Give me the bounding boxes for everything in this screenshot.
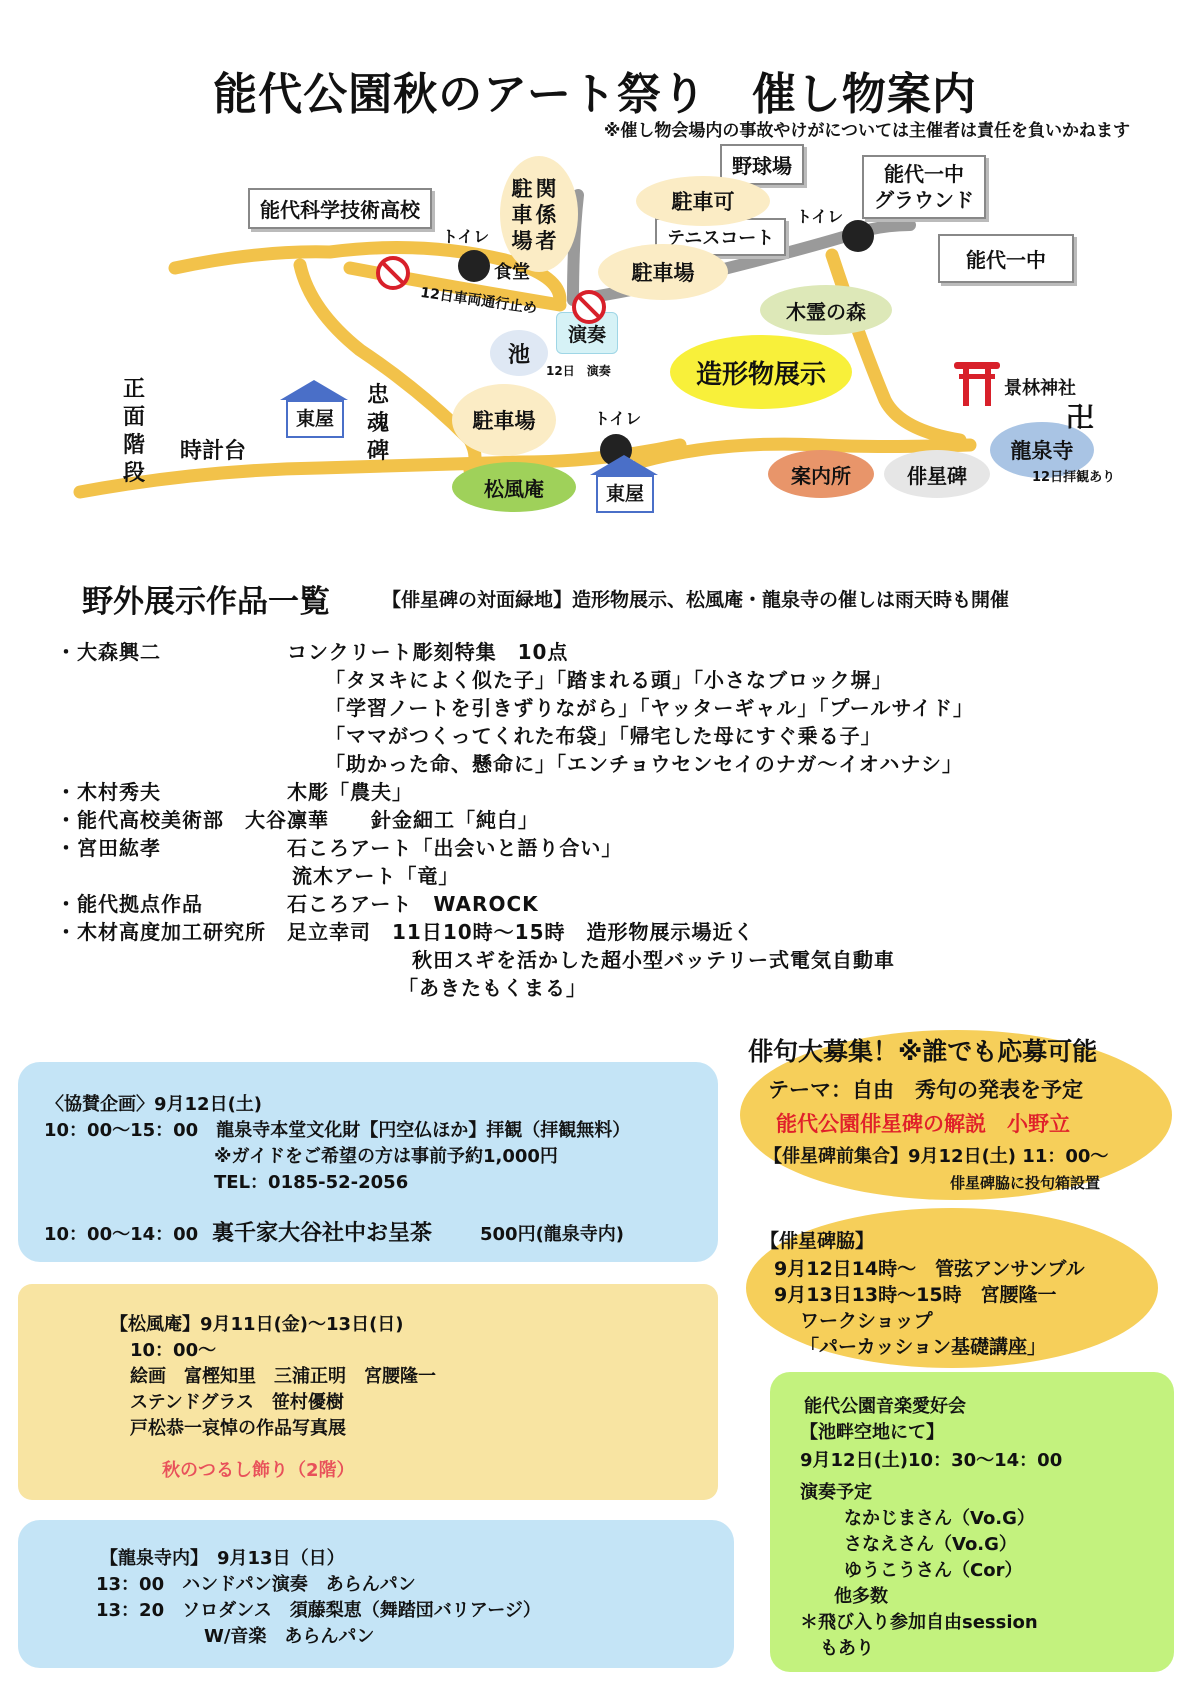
ryusenji-line: 13：00 ハンドパン演奏 あらんパン	[96, 1574, 416, 1595]
haiseihi-side-line: ワークショップ	[800, 1310, 933, 1332]
exhibit-line: ・木村秀夫 木彫「農夫」	[56, 780, 413, 804]
haiku-line: 【俳星碑前集合】9月12日(土) 11：00～	[764, 1146, 1109, 1167]
parking-2: 駐車場	[452, 384, 556, 456]
main-stairs-label: 正面階段	[122, 377, 145, 486]
sponsored-line: 〈協賛企画〉9月12日(土)	[46, 1094, 263, 1115]
ryusenji-line: W/音楽 あらんパン	[204, 1626, 375, 1647]
shofuan: 松風庵	[452, 462, 576, 512]
sponsored-line: ※ガイドをご希望の方は事前予約1,000円	[214, 1146, 558, 1167]
toilet-icon	[458, 250, 490, 282]
outdoor-subheading: 【俳星碑の対面緑地】造形物展示、松風庵・龍泉寺の催しは雨天時も開催	[382, 589, 1010, 611]
exhibit-line: 「学習ノートを引きずりながら」「ヤッターギャル」「プールサイド」	[325, 696, 974, 720]
sculpture-exhibition: 造形物展示	[670, 335, 852, 409]
label-staff-parking: 駐車場	[511, 177, 533, 253]
parking-ok: 駐車可	[636, 176, 770, 226]
clock-tower-label: 時計台	[180, 439, 247, 464]
shofuan-line: 10：00～	[130, 1340, 217, 1361]
toilet-label-3: トイレ	[594, 409, 642, 428]
parking-1: 駐車場	[598, 244, 728, 300]
exhibit-line: ・能代高校美術部 大谷凛華 針金細工「純白」	[56, 808, 539, 832]
music-line: ＊飛び入り参加自由session	[800, 1612, 1038, 1633]
music-line: ゆうこうさん（Cor）	[844, 1560, 1023, 1581]
azumaya-2-label: 東屋	[596, 475, 654, 513]
exhibit-line: ・木材高度加工研究所 足立幸司 11日10時～15時 造形物展示場近く	[56, 920, 755, 944]
shofuan-line: 戸松恭一哀悼の作品写真展	[130, 1418, 346, 1439]
sponsored-tea-price: 500円(龍泉寺内)	[480, 1224, 625, 1245]
label-ichuu-ground-line1: 能代一中	[884, 162, 964, 186]
exhibit-line: 「助かった命、懸命に」「エンチョウセンセイのナガ～イオハナシ」	[325, 752, 963, 776]
sponsored-phone: TEL：0185-52-2056	[214, 1172, 409, 1193]
toilet-icon	[842, 220, 874, 252]
music-line: 他多数	[834, 1586, 888, 1607]
toilet-label-1: トイレ	[442, 227, 490, 246]
chukonhi-label: 忠魂碑	[366, 383, 389, 464]
page-title: 能代公園秋のアート祭り 催し物案内	[213, 69, 977, 120]
label-ichuu-ground-line2: グラウンド	[874, 188, 974, 212]
ryusenji-line: 【龍泉寺内】 9月13日（日）	[100, 1548, 345, 1569]
exhibit-line: 秋田スギを活かした超小型バッテリー式電気自動車	[412, 948, 895, 972]
pond: 池	[490, 330, 548, 376]
exhibit-line: 「ママがつくってくれた布袋」「帰宅した母にすぐ乗る子」	[325, 724, 882, 748]
no-entry-icon	[376, 256, 410, 290]
exhibit-line: 「あきたもくまる」	[398, 976, 587, 1000]
sponsored-line: 10：00～15：00 龍泉寺本堂文化財【円空仏ほか】拝観（拝観無料）	[44, 1120, 631, 1141]
haiseihi-side-line: 9月13日13時～15時 宮腰隆一	[774, 1284, 1057, 1306]
haiseihi-side-line: 「パーカッション基礎講座」	[800, 1336, 1047, 1358]
exhibit-line: 流木アート「竜」	[292, 864, 460, 888]
outdoor-heading: 野外展示作品一覧	[82, 584, 330, 620]
haiku-lecture: 能代公園俳星碑の解説 小野立	[776, 1112, 1070, 1136]
no-entry-icon	[572, 290, 606, 324]
azumaya-2	[590, 455, 658, 513]
park-map	[0, 140, 1190, 560]
label-baseball-field: 野球場	[720, 144, 804, 185]
toilet-label-2: トイレ	[796, 207, 844, 226]
haiseihi-side-line: 【俳星碑脇】	[760, 1230, 875, 1252]
performance-note: 12日 演奏	[546, 364, 611, 378]
shofuan-line: ステンドグラス 笹村優樹	[130, 1392, 344, 1413]
shofuan-line: 【松風庵】9月11日(金)～13日(日)	[110, 1314, 404, 1335]
cafeteria-label: 食堂	[494, 262, 530, 283]
label-tennis-court: テニスコート	[655, 218, 786, 256]
disclaimer-note: ※催し物会場内の事故やけがについては主催者は責任を負いかねます	[603, 121, 1130, 141]
music-line: 【池畔空地にて】	[800, 1422, 944, 1443]
sponsored-tea-title: 裏千家大谷社中お呈茶	[212, 1221, 433, 1246]
label-ichuu-ground	[862, 155, 986, 219]
performance-area: 演奏	[556, 312, 618, 354]
shrine-label: 景林神社	[1004, 378, 1076, 399]
haiku-title: 俳句大募集！※誰でも応募可能	[748, 1037, 1098, 1066]
ryusenji-note: 12日拝観あり	[1032, 470, 1116, 485]
music-line: もあり	[820, 1638, 874, 1659]
label-kagaku-highschool: 能代科学技術高校	[248, 188, 432, 229]
music-line: なかじまさん（Vo.G）	[844, 1508, 1035, 1529]
closure-label: 12日車両通行止め	[419, 284, 538, 318]
label-staff: 関係者	[535, 177, 557, 253]
music-line: 能代公園音楽愛好会	[804, 1396, 966, 1417]
shofuan-line: 絵画 富樫知里 三浦正明 宮腰隆一	[130, 1366, 436, 1387]
music-line: 演奏予定	[800, 1482, 872, 1503]
haiseihi-side-line: 9月12日14時～ 管弦アンサンブル	[774, 1258, 1085, 1280]
azumaya-1	[280, 380, 348, 438]
temple-symbol: 卍	[1066, 401, 1095, 434]
exhibit-line: 「タヌキによく似た子」「踏まれる頭」「小さなブロック塀」	[325, 668, 893, 692]
exhibit-line: ・能代拠点作品 石ころアート WAROCK	[56, 892, 539, 916]
haiku-line: テーマ：自由 秀句の発表を予定	[768, 1078, 1083, 1102]
ryusenji-line: 13：20 ソロダンス 須藤梨恵（舞踏団バリアージ）	[96, 1600, 541, 1621]
azumaya-1-label: 東屋	[286, 400, 344, 438]
shofuan-highlight: 秋のつるし飾り（2階）	[162, 1460, 355, 1481]
music-line: 9月12日(土)10：30～14：00	[800, 1450, 1063, 1471]
sponsored-tea-time: 10：00～14：00	[44, 1224, 199, 1245]
music-line: さなえさん（Vo.G）	[844, 1534, 1017, 1555]
exhibit-line: ・大森興二 コンクリート彫刻特集 10点	[56, 640, 569, 664]
ryusenji-temple: 龍泉寺	[990, 422, 1094, 478]
exhibit-line: ・宮田紘孝 石ころアート「出会いと語り合い」	[56, 836, 623, 860]
torii-icon	[954, 362, 1000, 406]
haiseihi-monument: 俳星碑	[884, 450, 990, 498]
kodama-forest: 木霊の森	[760, 285, 892, 335]
label-ichuu: 能代一中	[938, 234, 1074, 283]
info-center: 案内所	[768, 450, 874, 498]
haiku-line: 俳星碑脇に投句箱設置	[950, 1174, 1101, 1192]
